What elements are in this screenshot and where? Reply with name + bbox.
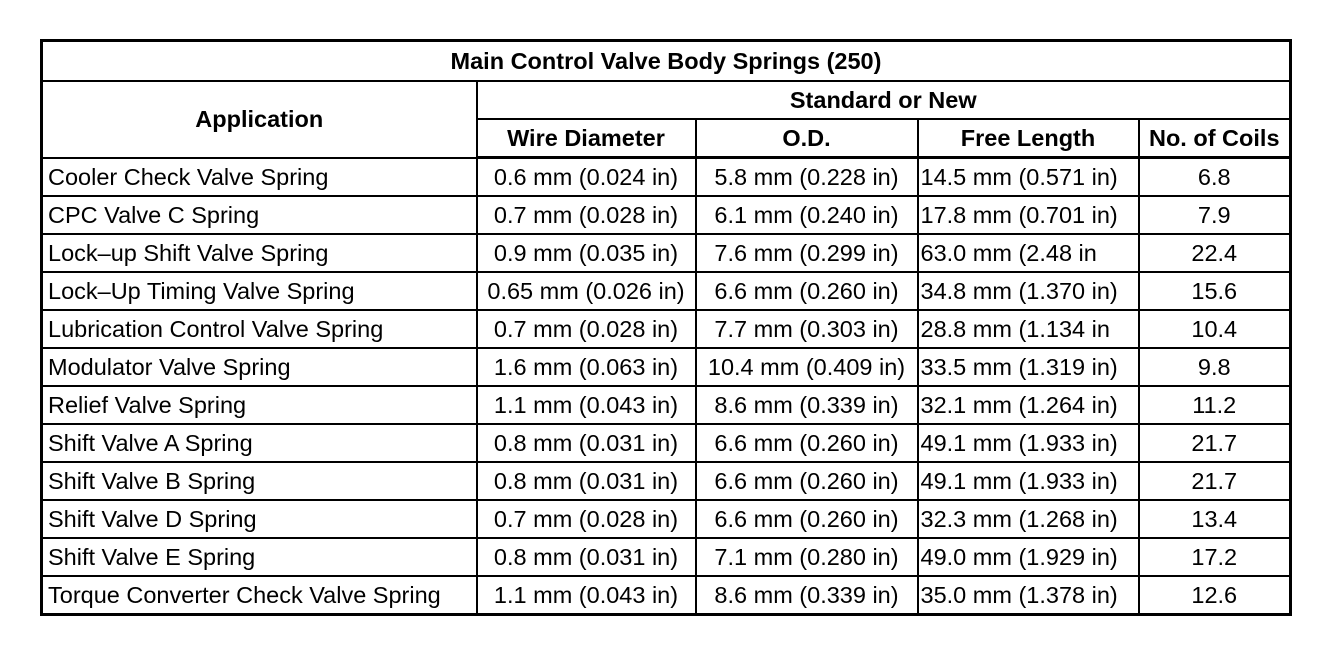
table-row bbox=[42, 576, 1291, 615]
od-cell: 6.6 mm (0.260 in) bbox=[696, 462, 918, 500]
od-cell: 6.6 mm (0.260 in) bbox=[696, 424, 918, 462]
free-length-cell: 49.1 mm (1.933 in) bbox=[918, 424, 1139, 462]
od-cell: 6.6 mm (0.260 in) bbox=[696, 500, 918, 538]
wire-diameter-cell: 0.8 mm (0.031 in) bbox=[477, 424, 696, 462]
wire-diameter-cell: 0.9 mm (0.035 in) bbox=[477, 234, 696, 272]
table-row bbox=[42, 500, 1291, 538]
standard-or-new-header: Standard or New bbox=[477, 81, 1291, 119]
wire-diameter-cell: 0.8 mm (0.031 in) bbox=[477, 462, 696, 500]
coils-cell: 15.6 bbox=[1139, 272, 1291, 310]
application-cell: Relief Valve Spring bbox=[42, 386, 477, 424]
wire-diameter-cell: 0.7 mm (0.028 in) bbox=[477, 500, 696, 538]
coils-cell: 21.7 bbox=[1139, 462, 1291, 500]
application-header: Application bbox=[42, 81, 477, 158]
free-length-cell: 35.0 mm (1.378 in) bbox=[918, 576, 1139, 615]
free-length-cell: 17.8 mm (0.701 in) bbox=[918, 196, 1139, 234]
coils-cell: 7.9 bbox=[1139, 196, 1291, 234]
table-row bbox=[42, 196, 1291, 234]
table-title: Main Control Valve Body Springs (250) bbox=[42, 41, 1291, 82]
od-cell: 5.8 mm (0.228 in) bbox=[696, 158, 918, 197]
wire-diameter-cell: 0.7 mm (0.028 in) bbox=[477, 196, 696, 234]
table-row bbox=[42, 158, 1291, 197]
free-length-cell: 28.8 mm (1.134 in bbox=[918, 310, 1139, 348]
table-row bbox=[42, 424, 1291, 462]
wire-diameter-cell: 0.65 mm (0.026 in) bbox=[477, 272, 696, 310]
od-cell: 8.6 mm (0.339 in) bbox=[696, 576, 918, 615]
od-cell: 10.4 mm (0.409 in) bbox=[696, 348, 918, 386]
application-cell: Cooler Check Valve Spring bbox=[42, 158, 477, 197]
application-cell: Shift Valve E Spring bbox=[42, 538, 477, 576]
table-body bbox=[42, 158, 1291, 615]
od-cell: 6.1 mm (0.240 in) bbox=[696, 196, 918, 234]
wire-diameter-cell: 0.6 mm (0.024 in) bbox=[477, 158, 696, 197]
table-row bbox=[42, 538, 1291, 576]
coils-cell: 13.4 bbox=[1139, 500, 1291, 538]
free-length-cell: 32.1 mm (1.264 in) bbox=[918, 386, 1139, 424]
od-cell: 8.6 mm (0.339 in) bbox=[696, 386, 918, 424]
free-length-cell: 32.3 mm (1.268 in) bbox=[918, 500, 1139, 538]
application-cell: Shift Valve B Spring bbox=[42, 462, 477, 500]
free-length-cell: 34.8 mm (1.370 in) bbox=[918, 272, 1139, 310]
coils-cell: 17.2 bbox=[1139, 538, 1291, 576]
wire-diameter-cell: 1.1 mm (0.043 in) bbox=[477, 576, 696, 615]
application-cell: CPC Valve C Spring bbox=[42, 196, 477, 234]
free-length-cell: 63.0 mm (2.48 in bbox=[918, 234, 1139, 272]
od-header: O.D. bbox=[696, 119, 918, 158]
coils-cell: 22.4 bbox=[1139, 234, 1291, 272]
application-cell: Shift Valve D Spring bbox=[42, 500, 477, 538]
application-cell: Shift Valve A Spring bbox=[42, 424, 477, 462]
application-cell: Lock–Up Timing Valve Spring bbox=[42, 272, 477, 310]
od-cell: 7.6 mm (0.299 in) bbox=[696, 234, 918, 272]
free-length-cell: 14.5 mm (0.571 in) bbox=[918, 158, 1139, 197]
table-row bbox=[42, 272, 1291, 310]
wire-diameter-cell: 1.6 mm (0.063 in) bbox=[477, 348, 696, 386]
coils-cell: 10.4 bbox=[1139, 310, 1291, 348]
free-length-header: Free Length bbox=[918, 119, 1139, 158]
coils-cell: 11.2 bbox=[1139, 386, 1291, 424]
free-length-cell: 33.5 mm (1.319 in) bbox=[918, 348, 1139, 386]
wire-diameter-header: Wire Diameter bbox=[477, 119, 696, 158]
coils-cell: 6.8 bbox=[1139, 158, 1291, 197]
free-length-cell: 49.0 mm (1.929 in) bbox=[918, 538, 1139, 576]
application-cell: Lock–up Shift Valve Spring bbox=[42, 234, 477, 272]
wire-diameter-cell: 0.7 mm (0.028 in) bbox=[477, 310, 696, 348]
spring-spec-table bbox=[40, 39, 1292, 616]
coils-header: No. of Coils bbox=[1139, 119, 1291, 158]
wire-diameter-cell: 1.1 mm (0.043 in) bbox=[477, 386, 696, 424]
od-cell: 6.6 mm (0.260 in) bbox=[696, 272, 918, 310]
application-cell: Modulator Valve Spring bbox=[42, 348, 477, 386]
table-row bbox=[42, 386, 1291, 424]
coils-cell: 21.7 bbox=[1139, 424, 1291, 462]
free-length-cell: 49.1 mm (1.933 in) bbox=[918, 462, 1139, 500]
od-cell: 7.7 mm (0.303 in) bbox=[696, 310, 918, 348]
table-row bbox=[42, 234, 1291, 272]
application-cell: Lubrication Control Valve Spring bbox=[42, 310, 477, 348]
od-cell: 7.1 mm (0.280 in) bbox=[696, 538, 918, 576]
coils-cell: 9.8 bbox=[1139, 348, 1291, 386]
coils-cell: 12.6 bbox=[1139, 576, 1291, 615]
table-row bbox=[42, 310, 1291, 348]
table-row bbox=[42, 348, 1291, 386]
table-row bbox=[42, 462, 1291, 500]
application-cell: Torque Converter Check Valve Spring bbox=[42, 576, 477, 615]
wire-diameter-cell: 0.8 mm (0.031 in) bbox=[477, 538, 696, 576]
